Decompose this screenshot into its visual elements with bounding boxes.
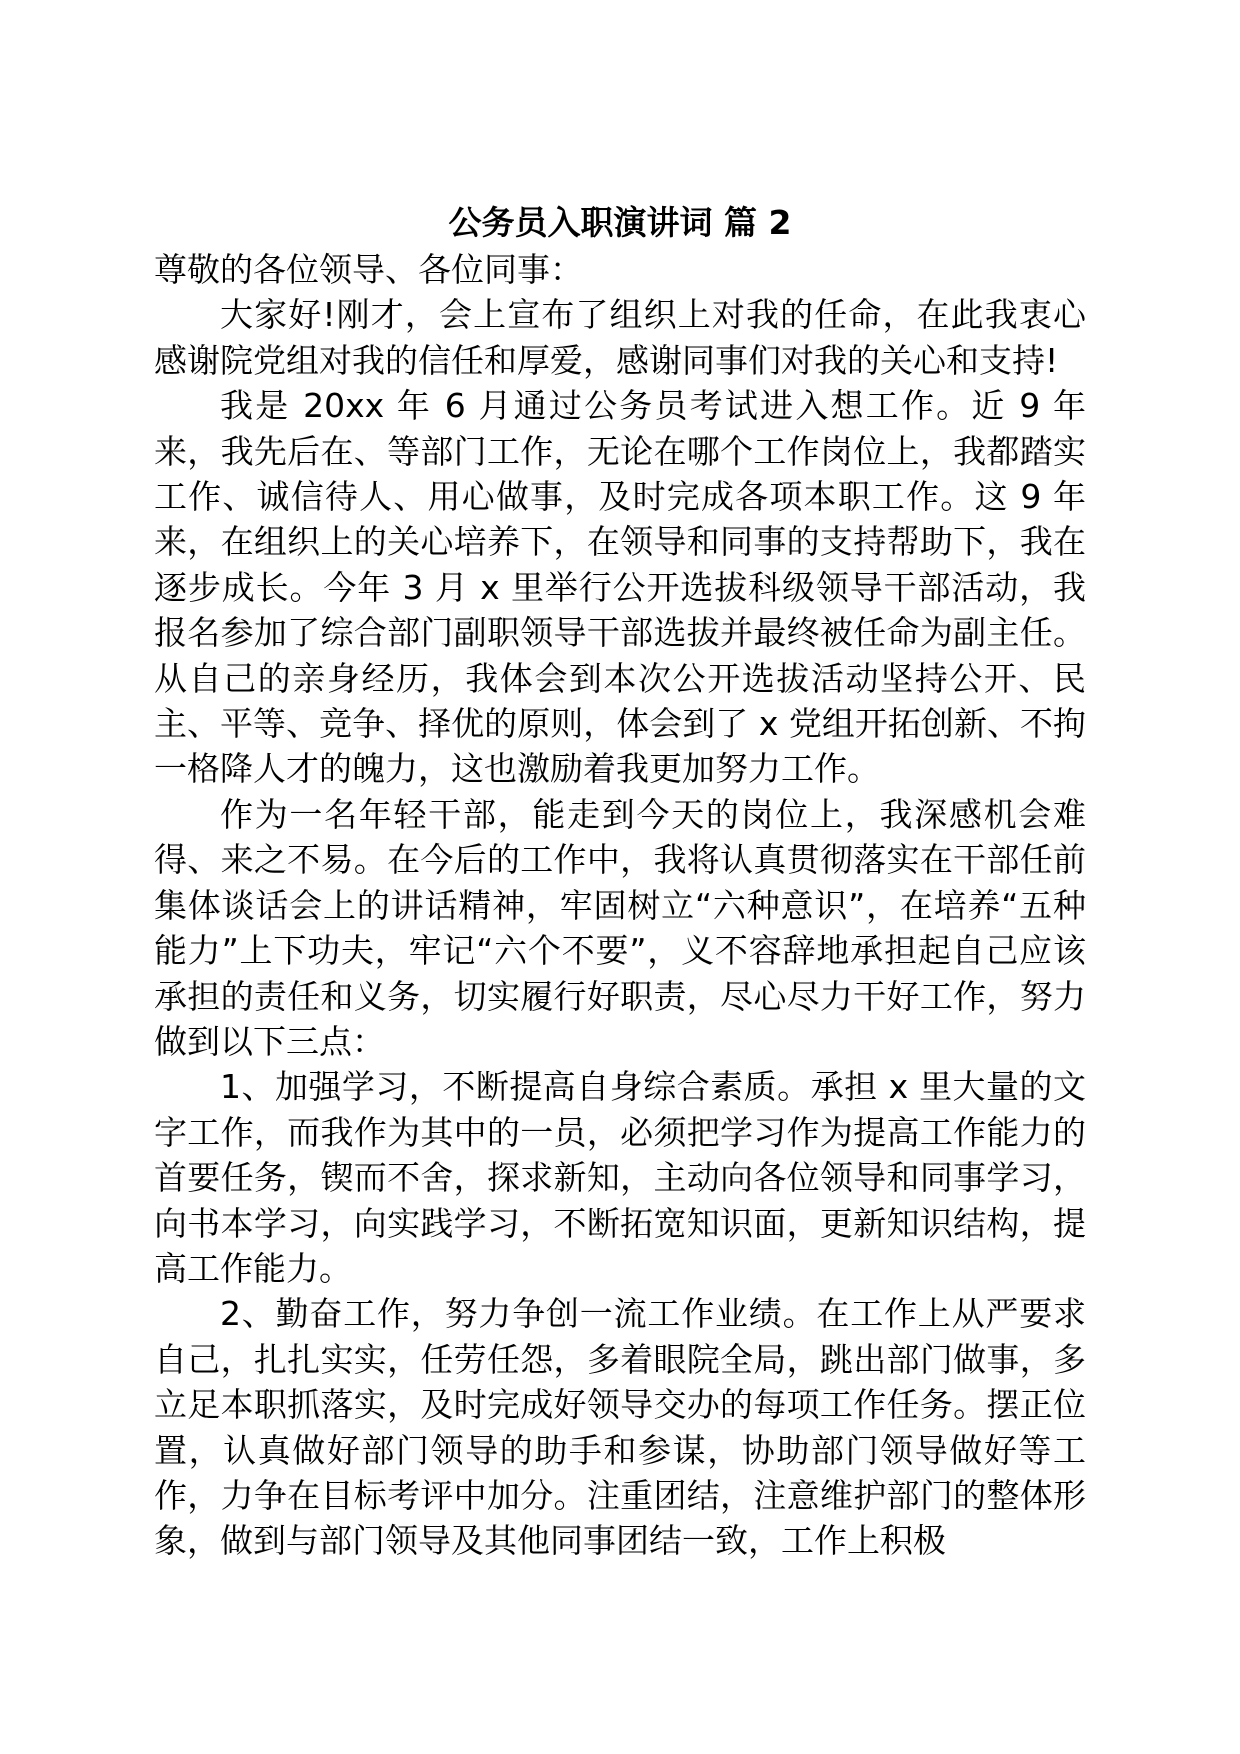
paragraph-point-2: 2、勤奋工作，努力争创一流工作业绩。在工作上从严要求自己，扎扎实实，任劳任怨，多着眼院全局，跳出部门做事，多立足本职抓落实，及时完成好领导交办的每项工作任务。摆正位置，认真做好部门领导的助手和参谋，协助部门领导做好等工作，力争在目标考评中加分。注重团结，注意维护部门的整体形象，做到与部门领导及其他同事团结一致，工作上积极 <box>154 1294 1086 1561</box>
document-body <box>154 247 1086 1564</box>
paragraph-greeting: 大家好!刚才，会上宣布了组织上对我的任命，在此我衷心感谢院党组对我的信任和厚爱，感谢同事们对我的关心和支持! <box>154 295 1086 380</box>
document-title: 公务员入职演讲词 篇 2 <box>448 203 792 242</box>
paragraph-point-1: 1、加强学习，不断提高自身综合素质。承担 x 里大量的文字工作，而我作为其中的一员，必须把学习作为提高工作能力的首要任务，锲而不舍，探求新知，主动向各位领导和同事学习，向书本学习，向实践学习，不断拓宽知识面，更新知识结构，提高工作能力。 <box>154 1067 1086 1288</box>
salutation: 尊敬的各位领导、各位同事： <box>154 250 583 289</box>
paragraph-commitment: 作为一名年轻干部，能走到今天的岗位上，我深感机会难得、来之不易。在今后的工作中，我将认真贯彻落实在干部任前集体谈话会上的讲话精神，牢固树立“六种意识”，在培养“五种能力”上下功夫，牢记“六个不要”，义不容辞地承担起自己应该承担的责任和义务，切实履行好职责，尽心尽力干好工作，努力做到以下三点： <box>154 794 1086 1061</box>
paragraph-experience: 我是 20xx 年 6 月通过公务员考试进入想工作。近 9 年来，我先后在、等部门工作，无论在哪个工作岗位上，我都踏实工作、诚信待人、用心做事，及时完成各项本职工作。这 9 年来，在组织上的关心培养下，在领导和同事的支持帮助下，我在逐步成长。今年 3 月 x 里举行公开选拔科级领导干部活动，我报名参加了综合部门副职领导干部选拔并最终被任命为副主任。从自己的亲身经历，我体会到本次公开选拔活动坚持公开、民主、平等、竞争、择优的原则，体会到了 x 党组开拓创新、不拘一格降人才的魄力，这也激励着我更加努力工作。 <box>154 386 1086 789</box>
